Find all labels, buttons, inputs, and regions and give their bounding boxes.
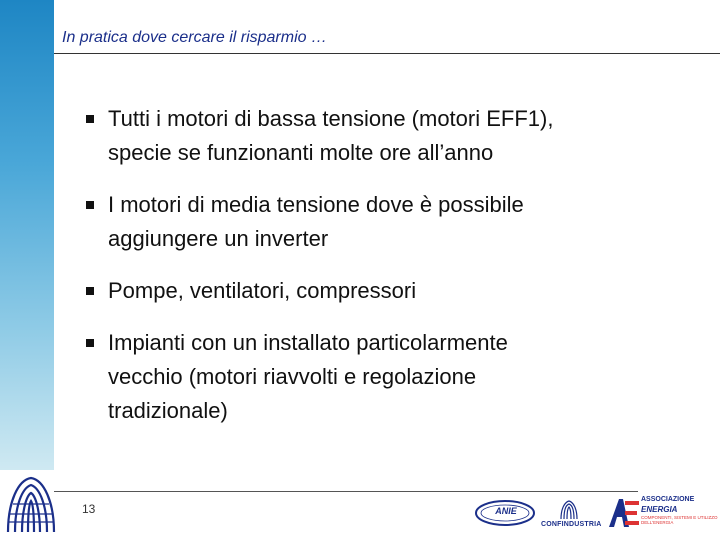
side-gradient-bar bbox=[0, 0, 54, 470]
ae-logo-icon bbox=[607, 497, 641, 529]
bullet-item bbox=[86, 188, 706, 256]
bullet-item bbox=[86, 102, 706, 170]
page-number: 13 bbox=[82, 502, 96, 516]
bullet-line: specie se funzionanti molte ore all’anno bbox=[108, 140, 494, 165]
bullet-line: Pompe, ventilatori, compressori bbox=[108, 278, 417, 303]
slide-title: In pratica dove cercare il risparmio … bbox=[62, 29, 327, 46]
bullet-line: aggiungere un inverter bbox=[108, 226, 329, 251]
bullet-item bbox=[86, 274, 706, 308]
confindustria-label: CONFINDUSTRIA bbox=[541, 521, 602, 528]
ae-logo-line1: ASSOCIAZIONE bbox=[641, 496, 695, 503]
ae-logo-line2: ENERGIA bbox=[641, 505, 678, 514]
square-bullet-icon bbox=[86, 287, 94, 295]
bullet-line: Tutti i motori di bassa tensione (motori EFF1), bbox=[108, 106, 554, 131]
confindustria-emblem-icon bbox=[4, 474, 58, 536]
ae-logo-line3: COMPONENTI, SISTEMI E UTILIZZO DELL'ENERGIA bbox=[641, 515, 718, 525]
anie-logo-text bbox=[488, 504, 524, 518]
bullet-list bbox=[86, 102, 706, 446]
square-bullet-icon bbox=[86, 201, 94, 209]
bullet-item bbox=[86, 326, 706, 428]
square-bullet-icon bbox=[86, 339, 94, 347]
bullet-line: vecchio (motori riavvolti e regolazione bbox=[108, 364, 477, 389]
footer-divider bbox=[54, 491, 638, 492]
bullet-line: I motori di media tensione dove è possibile bbox=[108, 192, 524, 217]
anie-wordmark: ANIE bbox=[495, 506, 517, 516]
bullet-line: tradizionale) bbox=[108, 398, 228, 423]
title-divider bbox=[54, 53, 720, 54]
bullet-line: Impianti con un installato particolarmente bbox=[108, 330, 508, 355]
square-bullet-icon bbox=[86, 115, 94, 123]
